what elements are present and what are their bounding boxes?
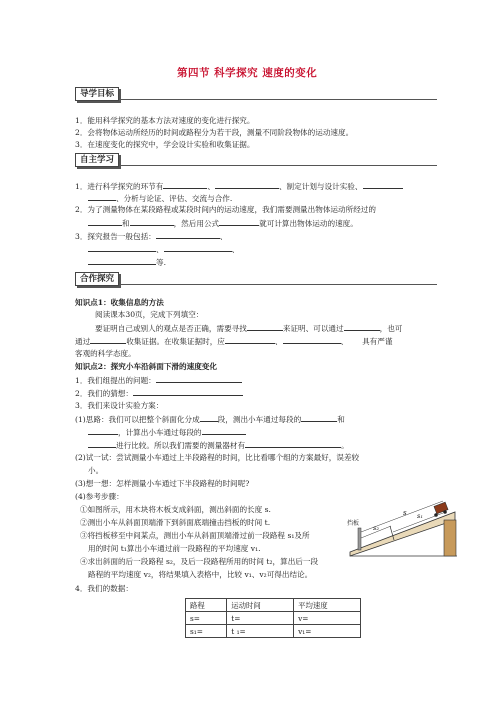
blank[interactable] bbox=[88, 243, 156, 252]
section-label: 导学目标 bbox=[75, 87, 119, 101]
k2-q3: 3．我们来设计实验方案： bbox=[75, 401, 164, 410]
blank[interactable] bbox=[245, 439, 341, 448]
s2-label: s₂ bbox=[373, 524, 379, 532]
stop-board-label: 挡板 bbox=[347, 520, 360, 527]
k1-line2: 要证明自己或别人的观点是否正确，需要寻找 来证明、可以通过 ，也可 bbox=[95, 324, 403, 333]
blank[interactable] bbox=[156, 230, 220, 239]
blank[interactable] bbox=[225, 335, 275, 344]
blank[interactable] bbox=[164, 243, 232, 252]
blank[interactable] bbox=[283, 335, 341, 344]
k1-instruction: 阅读课本30页，完成下列填空： bbox=[95, 310, 204, 319]
step-4-line2: 路程的平均速度 v₂，将结果填入表格中，比较 v₁、v₂可得出结论。 bbox=[88, 570, 313, 579]
k2-p1-line3: 进行比较。所以我们需要的测量器材有 。 bbox=[88, 439, 349, 451]
s1-label: s₁ bbox=[417, 512, 423, 520]
section-header-cooperation bbox=[75, 272, 437, 285]
blank[interactable] bbox=[301, 413, 337, 422]
table-row bbox=[186, 625, 361, 638]
table-header: 运动时间 bbox=[227, 599, 294, 612]
step-3-line1: ③将挡板移至中间某点，测出小车从斜面顶端滑过前一段路程 s₁及所 bbox=[80, 531, 310, 540]
section-label: 自主学习 bbox=[75, 153, 119, 167]
self-q1-line1: 1．进行科学探究的环节有 、 、制定计划与设计实验、 bbox=[75, 180, 403, 192]
step-4-line1: ④求出斜面的后一段路程 s₂，及后一段路程所用的时间 t₂，算出后一段 bbox=[80, 557, 319, 566]
blank[interactable] bbox=[156, 374, 242, 383]
blank[interactable] bbox=[88, 426, 118, 435]
blank[interactable] bbox=[133, 387, 243, 396]
data-table bbox=[185, 598, 361, 638]
blank[interactable] bbox=[215, 180, 279, 189]
table-row bbox=[186, 612, 361, 625]
blank[interactable] bbox=[202, 426, 246, 435]
goal-item: 2．会将物体运动所经历的时间或路程分为若干段，测量不同阶段物体的运动速度。 bbox=[75, 128, 354, 137]
goal-item: 1．能用科学探究的基本方法对速度的变化进行探究。 bbox=[75, 116, 255, 125]
goal-item: 3．在速度变化的探究中，学会设计实验和收集证据。 bbox=[75, 140, 255, 149]
self-q3-line1: 3．探究报告一般包括： 、 bbox=[75, 232, 228, 241]
incline-diagram bbox=[345, 492, 460, 558]
s-label: s bbox=[403, 509, 407, 517]
k2-p4: (4)参考步骤： bbox=[75, 492, 124, 501]
k2-p2-line2: 小。 bbox=[88, 466, 104, 475]
cart-wheel bbox=[443, 510, 447, 514]
k2-q4: 4．我们的数据： bbox=[75, 584, 133, 593]
table-cell[interactable]: v= bbox=[294, 612, 361, 625]
table-cell[interactable]: s= bbox=[186, 612, 227, 625]
blank[interactable] bbox=[363, 180, 403, 189]
blank[interactable] bbox=[88, 192, 116, 201]
k2-p1-line1: (1)思路：我们可以把整个斜面化分成 段，测出小车通过每段的 和 bbox=[75, 415, 345, 424]
step-1: ①如图所示，用木块将木板支成斜面，测出斜面的长度 s. bbox=[80, 505, 271, 514]
table-cell[interactable]: v₁= bbox=[294, 625, 361, 638]
section-header-goals bbox=[75, 87, 437, 100]
table-cell[interactable]: t= bbox=[227, 612, 294, 625]
self-q2-line2: 和 ，然后用公式 就可计算出物体运动的速度。 bbox=[88, 217, 358, 229]
self-q3-line3: 等. bbox=[88, 256, 166, 268]
blank[interactable] bbox=[219, 217, 259, 226]
blank[interactable] bbox=[130, 217, 174, 226]
stop-board bbox=[358, 528, 361, 550]
k2-q1: 1．我们组提出的问题： bbox=[75, 374, 242, 386]
self-q2-line1: 2．为了测量物体在某段路程或某段时间内的运动速度，我们需要测量出物体运动所经过的 bbox=[75, 205, 376, 214]
k2-p2-line1: (2)试一试：尝试测量小车通过上半段路程的时间，比比看哪个组的方案最好，误差较 bbox=[75, 453, 360, 462]
blank[interactable] bbox=[90, 335, 126, 344]
section-label: 合作探究 bbox=[75, 272, 119, 286]
k1-line4: 客观的科学态度。 bbox=[75, 349, 136, 358]
table-cell[interactable]: t ₁= bbox=[227, 625, 294, 638]
blank[interactable] bbox=[344, 322, 380, 331]
step-3-line2: 用的时间 t₁算出小车通过前一段路程的平均速度 v₁. bbox=[88, 544, 261, 553]
page-title: 第四节 科学探究 速度的变化 bbox=[177, 67, 318, 79]
support-block bbox=[444, 520, 456, 556]
k1-line3: 通过 收集证据。在收集证据时，应 、 、 具有严谨 bbox=[75, 337, 393, 346]
k2-p3: (3)想一想：怎样测量小车通过下半段路程的时间呢? bbox=[75, 479, 250, 488]
self-q1-line2: 、分析与论证、评估、交流与合作. bbox=[88, 192, 232, 204]
table-cell[interactable]: s₁= bbox=[186, 625, 227, 638]
table-header: 平均速度 bbox=[294, 599, 361, 612]
blank[interactable] bbox=[247, 322, 283, 331]
k2-q2: 2．我们的猜想： bbox=[75, 387, 243, 399]
blank[interactable] bbox=[200, 413, 218, 422]
table-header-row bbox=[186, 599, 361, 612]
blank[interactable] bbox=[88, 439, 116, 448]
knowledge-point-1: 知识点1：收集信息的方法 bbox=[75, 298, 164, 307]
blank[interactable] bbox=[88, 217, 122, 226]
knowledge-point-2: 知识点2：探究小车沿斜面下滑的速度变化 bbox=[75, 362, 217, 371]
table-header: 路程 bbox=[186, 599, 227, 612]
incline-board bbox=[350, 512, 455, 556]
blank[interactable] bbox=[88, 256, 156, 265]
self-q3-line2: 、 、 bbox=[88, 243, 239, 255]
section-header-self-study bbox=[75, 153, 437, 166]
k2-p1-line2: ，计算出小车通过每段的 bbox=[88, 426, 246, 438]
blank[interactable] bbox=[163, 180, 207, 189]
step-2: ②测出小车从斜面顶端滑下到斜面底端撞击挡板的时间 t. bbox=[80, 518, 271, 527]
